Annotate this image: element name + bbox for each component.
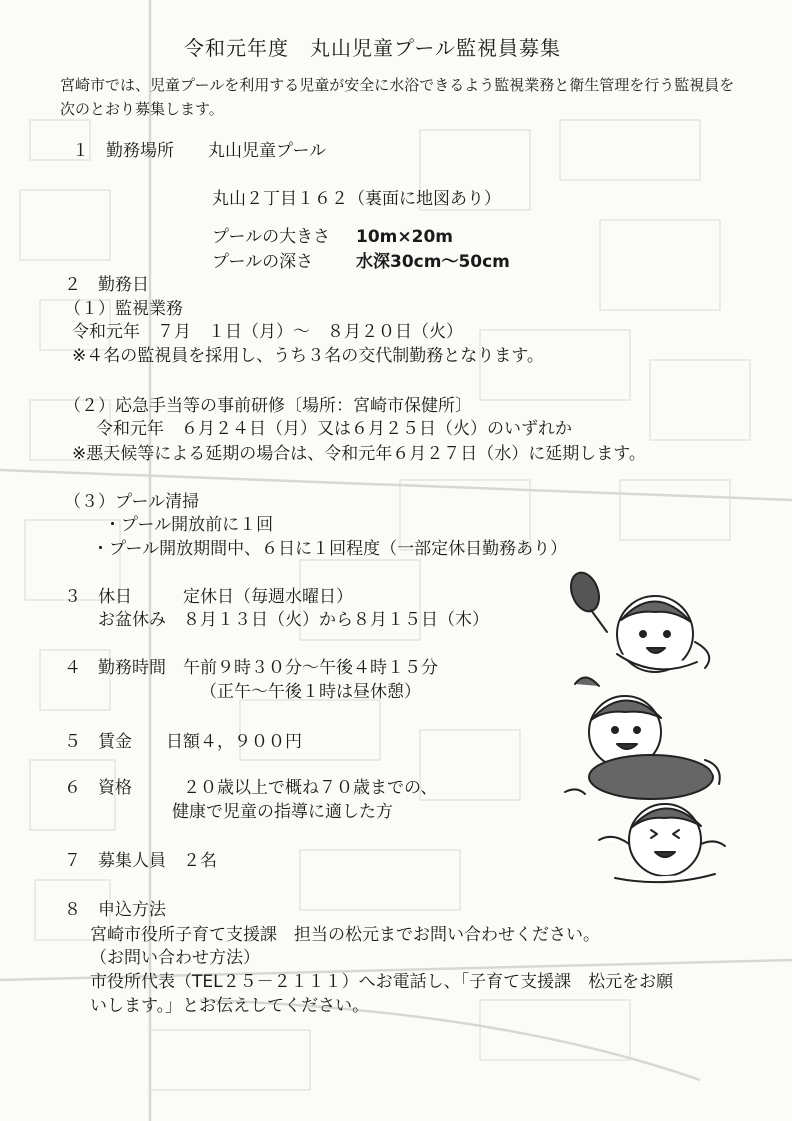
intro-line-2: 次のとおり募集します。: [60, 100, 224, 118]
section-2-sub1-note: ※４名の監視員を採用し、うち３名の交代制勤務となります。: [72, 346, 544, 366]
section-8-line-1: 宮崎市役所子育て支援課 担当の松元までお問い合わせください。: [90, 925, 600, 945]
section-4-note: （正午～午後１時は昼休憩）: [200, 682, 421, 702]
section-2-sub2-dates: 令和元年 ６月２４日（月）又は６月２５日（火）のいずれか: [96, 419, 572, 439]
section-3-obon: お盆休み ８月１３日（火）から８月１５日（木）: [98, 610, 489, 630]
section-1-address: 丸山２丁目１６２（裏面に地図あり）: [212, 189, 501, 209]
swimming-children-illustration: [555, 562, 740, 892]
pool-depth-label: プールの深さ: [212, 252, 314, 272]
section-8-line-3: 市役所代表（TEL２５－２１１１）へお電話し、「子育て支援課 松元をお願: [90, 972, 674, 992]
section-4-heading: ４ 勤務時間 午前９時３０分～午後４時１５分: [64, 658, 438, 678]
section-2-sub3-title: （３）プール清掃: [64, 492, 200, 512]
section-8-heading: ８ 申込方法: [64, 900, 166, 920]
section-7-heading: ７ 募集人員 ２名: [64, 851, 217, 871]
section-2-sub3-item-1: ・プール開放前に１回: [104, 515, 274, 535]
section-2-sub3-item-2: ・プール開放期間中、６日に１回程度（一部定休日勤務あり）: [92, 539, 568, 559]
section-6-heading: ６ 資格 ２０歳以上で概ね７０歳までの、: [64, 778, 438, 798]
section-8-line-4: いします。」とお伝えしてください。: [90, 996, 370, 1016]
section-2-sub2-note: ※悪天候等による延期の場合は、令和元年６月２７日（水）に延期します。: [72, 444, 646, 464]
section-3-heading: ３ 休日 定休日（毎週水曜日）: [64, 587, 353, 607]
section-2-heading: ２ 勤務日: [64, 275, 149, 295]
pool-size-label: プールの大きさ: [212, 227, 331, 247]
section-6-line-2: 健康で児童の指導に適した方: [172, 802, 393, 822]
pool-size-value: 10m×20m: [356, 227, 453, 247]
section-2-sub1-dates: 令和元年 ７月 １日（月）～ ８月２０日（火）: [72, 322, 463, 342]
page-title: 令和元年度 丸山児童プール監視員募集: [184, 36, 561, 60]
section-5-heading: ５ 賃金 日額４，９００円: [64, 732, 302, 752]
section-2-sub1-title: （１）監視業務: [64, 299, 183, 319]
pool-depth-value: 水深30cm～50cm: [356, 252, 510, 272]
section-8-line-2: （お問い合わせ方法）: [90, 948, 260, 968]
section-1-heading: １ 勤務場所 丸山児童プール: [72, 141, 327, 161]
intro-line-1: 宮崎市では、児童プールを利用する児童が安全に水浴できるよう監視業務と衛生管理を行う監視員を: [60, 76, 735, 94]
section-2-sub2-title: （２）応急手当等の事前研修〔場所：宮崎市保健所〕: [64, 396, 472, 416]
